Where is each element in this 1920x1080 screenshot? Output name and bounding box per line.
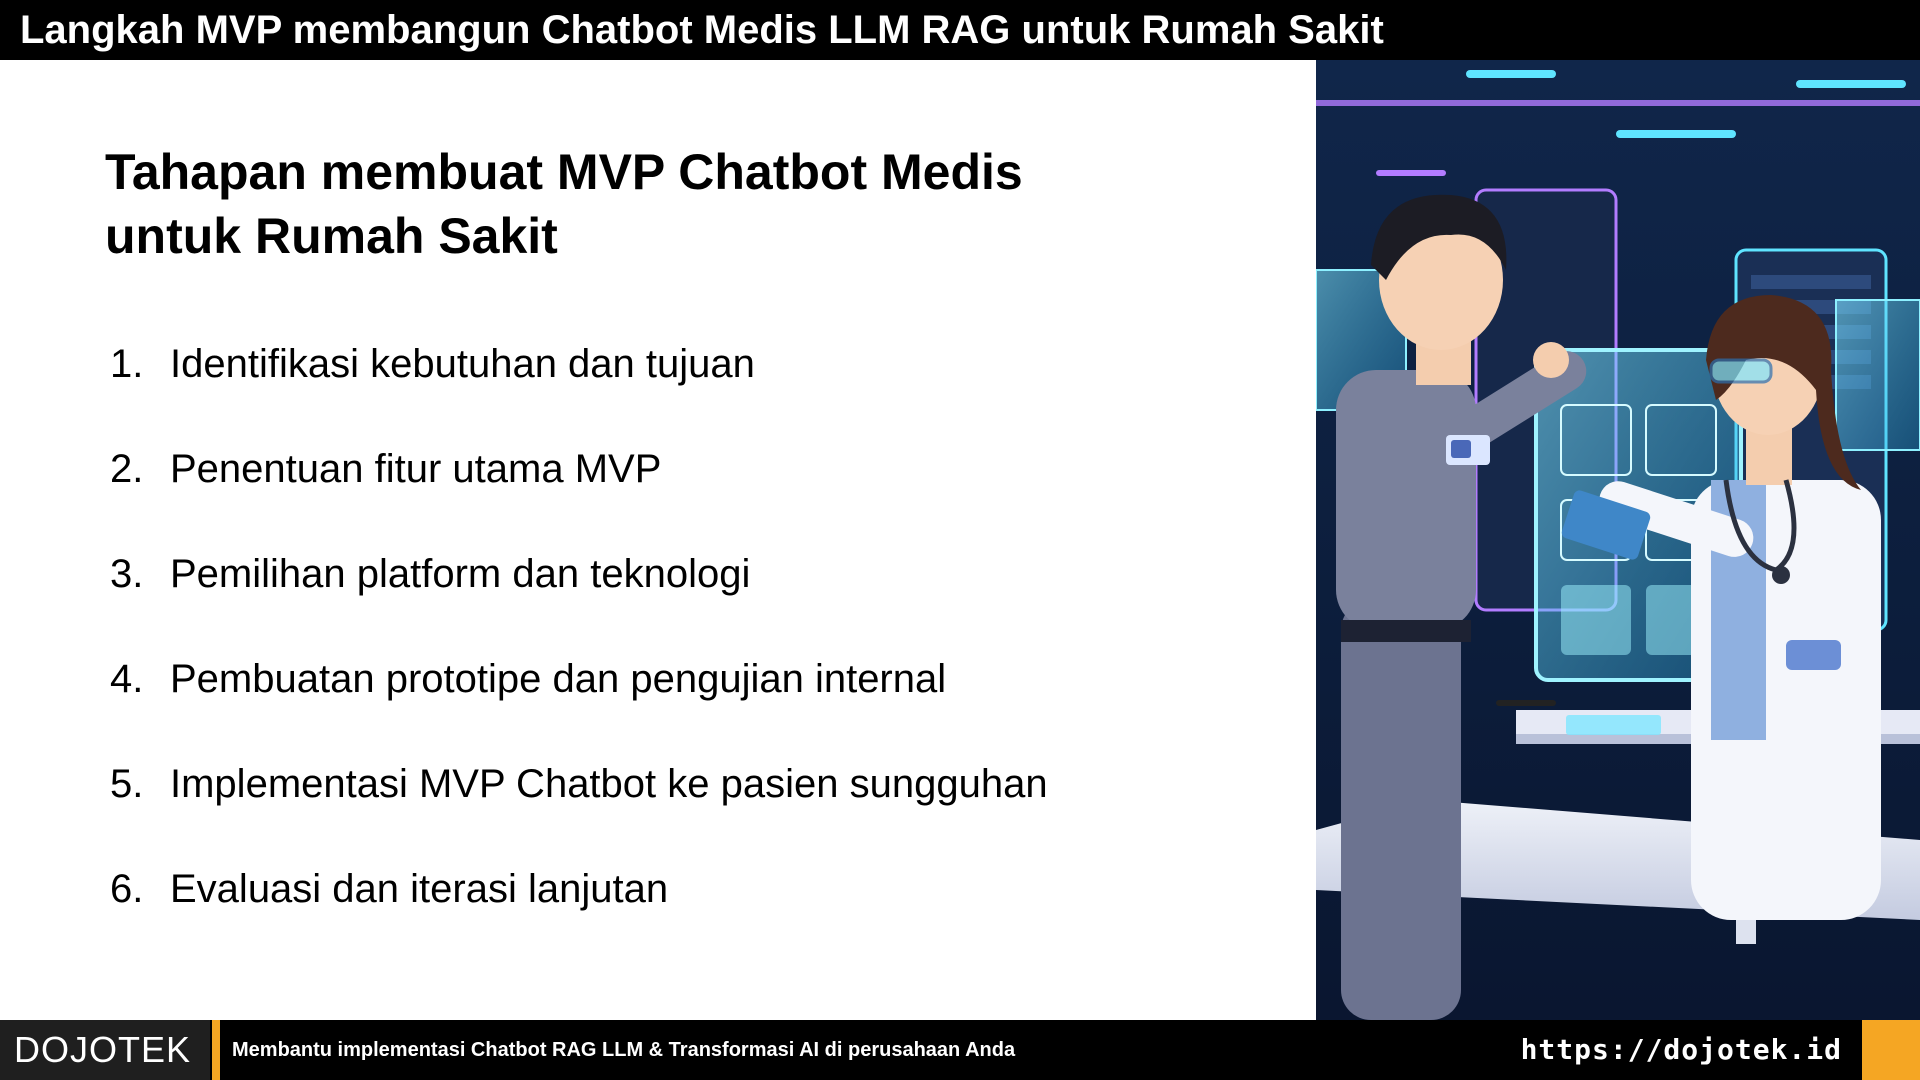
corner-accent <box>1862 1020 1920 1080</box>
neon-light <box>1376 170 1446 176</box>
step-text: Pembuatan prototipe dan pengujian internal <box>170 656 947 701</box>
steps-list <box>110 341 1048 974</box>
neon-light <box>1316 100 1920 106</box>
step-number: 2. <box>110 446 144 491</box>
step-number: 3. <box>110 551 144 596</box>
step-item <box>110 656 1048 701</box>
footer-bar <box>0 1020 1920 1080</box>
neon-light <box>1466 70 1556 78</box>
step-number: 6. <box>110 866 144 911</box>
footer-tagline: Membantu implementasi Chatbot RAG LLM & Transformasi AI di perusahaan Anda <box>232 1039 1016 1061</box>
step-item <box>110 761 1048 806</box>
slide-heading-line-1: Tahapan membuat MVP Chatbot Medis <box>105 144 1023 200</box>
step-number: 1. <box>110 341 144 386</box>
step-text: Penentuan fitur utama MVP <box>170 446 662 491</box>
header-title: Langkah MVP membangun Chatbot Medis LLM RAG untuk Rumah Sakit <box>0 0 1920 60</box>
step-text: Evaluasi dan iterasi lanjutan <box>170 866 669 911</box>
holo-panel <box>1836 300 1920 450</box>
lab-illustration <box>1316 60 1920 1020</box>
brand-logo: DOJOTEK <box>0 1020 210 1080</box>
step-item <box>110 341 1048 386</box>
step-number: 5. <box>110 761 144 806</box>
step-item <box>110 446 1048 491</box>
step-number: 4. <box>110 656 144 701</box>
step-text: Implementasi MVP Chatbot ke pasien sungguhan <box>170 761 1048 806</box>
step-text: Identifikasi kebutuhan dan tujuan <box>170 341 755 386</box>
step-text: Pemilihan platform dan teknologi <box>170 551 751 596</box>
slide-content <box>0 60 1316 1020</box>
slide-heading <box>105 140 1205 268</box>
footer-url-link[interactable]: https://dojotek.id <box>1520 1033 1842 1066</box>
slide-heading-line-2: untuk Rumah Sakit <box>105 208 558 264</box>
step-item <box>110 551 1048 596</box>
neon-light <box>1616 130 1736 138</box>
neon-light <box>1796 80 1906 88</box>
brand-divider <box>212 1020 220 1080</box>
step-item <box>110 866 1048 911</box>
